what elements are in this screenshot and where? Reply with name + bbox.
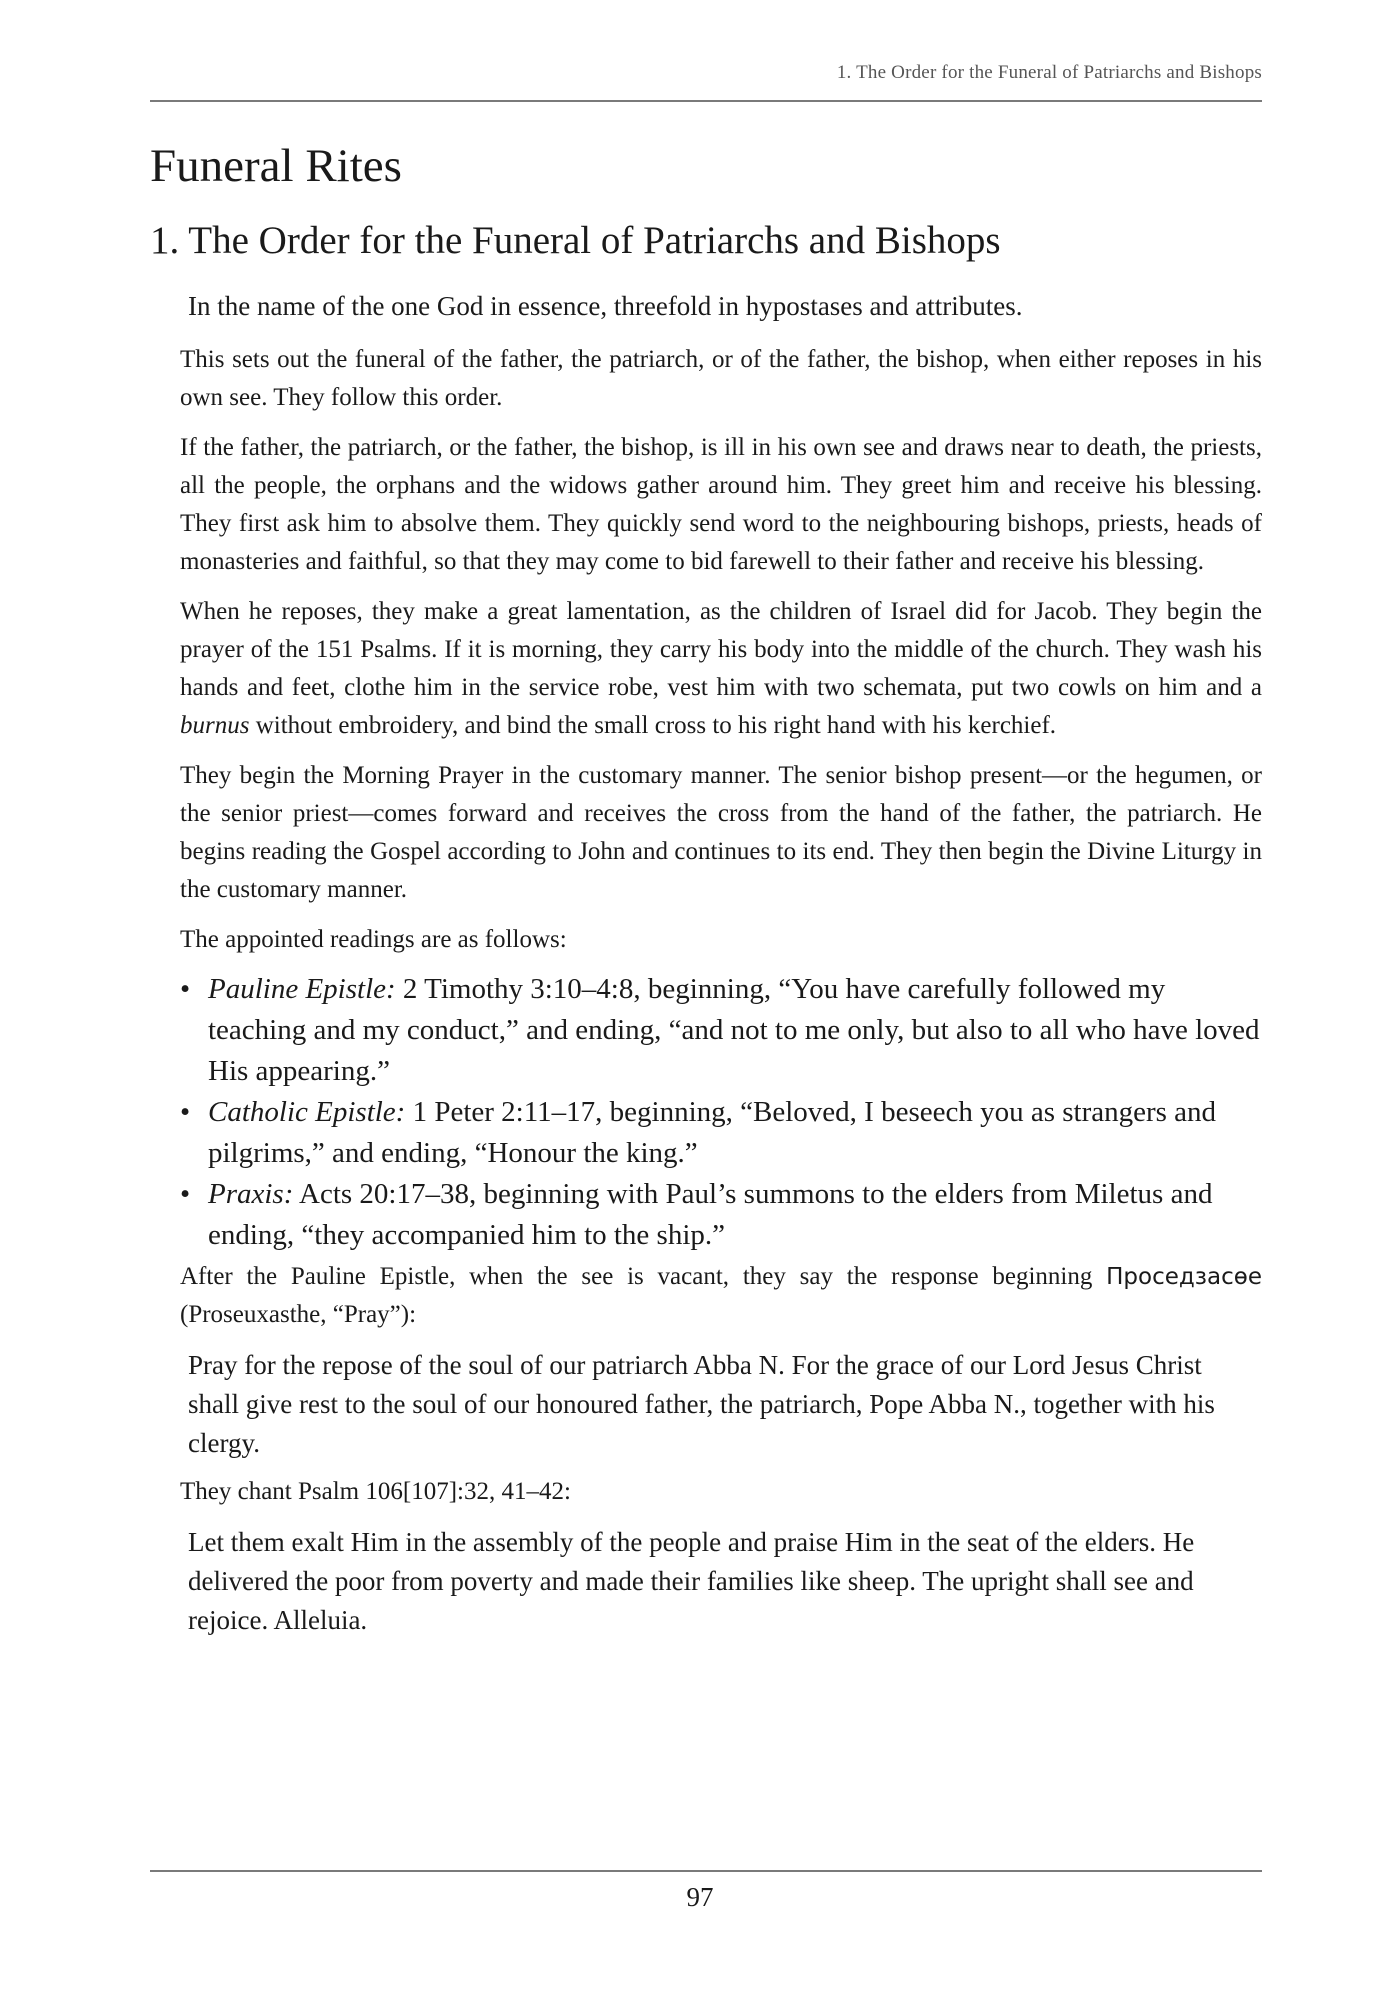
psalm-text: Let them exalt Him in the assembly of the people and praise Him in the seat of the elders. He delivered the poor from poverty and made their families like sheep. The upright shall see and rejoice. Alleluia. [188, 1527, 1195, 1636]
page-content [150, 130, 1262, 1640]
section-title: 1. The Order for the Funeral of Patriarchs and Bishops [150, 219, 1001, 263]
readings-list [150, 969, 1262, 1256]
running-header: 1. The Order for the Funeral of Patriarchs and Bishops [836, 62, 1262, 83]
rubric-paragraph-1: This sets out the funeral of the father, the patriarch, or of the father, the bishop, when either reposes in his own see. They follow this order. [180, 346, 1262, 412]
rubric-paragraph-2: If the father, the patriarch, or the father, the bishop, is ill in his own see and draws near to death, the priests, all the people, the orphans and the widows gather around him. They greet him and receive his blessing. They first ask him to absolve them. They quickly send word to the neighbouring bishops, priests, heads of monasteries and faithful, so that they may come to bid farewell to their father and receive his blessing. [180, 434, 1262, 576]
header-rule [150, 100, 1262, 102]
response-intro-text: After the Pauline Epistle, when the see is vacant, they say the response beginning [180, 1263, 1107, 1291]
rubric-paragraph-4: They begin the Morning Prayer in the customary manner. The senior bishop present—or the hegumen, or the senior priest—comes forward and receives the cross from the hand of the father, the patriarch. He begins reading the Gospel according to John and continues to its end. They then begin the Divine Liturgy in the customary manner. [180, 762, 1262, 904]
reading-item-catholic [150, 1092, 1262, 1174]
reading-item-praxis [150, 1174, 1262, 1256]
rubric-paragraph-3-part-2: without embroidery, and bind the small cross to his right hand with his kerchief. [249, 712, 1057, 740]
psalm-intro: They chant Psalm 106[107]:32, 41–42: [180, 1478, 571, 1506]
reading-item-pauline [150, 969, 1262, 1092]
rubric-paragraph-5: The appointed readings are as follows: [180, 926, 567, 954]
bullet-icon: • [180, 1096, 191, 1129]
reading-label: Pauline Epistle: [208, 973, 396, 1006]
reading-label: Catholic Epistle: [208, 1096, 406, 1129]
coptic-word: Проседзасөе [1106, 1264, 1262, 1291]
footer-rule [150, 1870, 1262, 1872]
response-intro-gloss: (Proseuxasthe, “Pray”): [180, 1301, 417, 1329]
page-number: 97 [686, 1882, 714, 1912]
chapter-title: Funeral Rites [150, 140, 402, 192]
bullet-icon: • [180, 1178, 191, 1211]
reading-text: Acts 20:17–38, beginning with Paul’s summons to the elders from Miletus and ending, “they accompanied him to the ship.” [208, 1178, 1213, 1252]
bullet-icon: • [180, 973, 191, 1006]
prayer-text: Pray for the repose of the soul of our patriarch Abba N. For the grace of our Lord Jesus Christ shall give rest to the soul of our honoured father, the patriarch, Pope Abba N., together with his clergy. [188, 1350, 1215, 1459]
rubric-paragraph-3 [150, 593, 1262, 745]
reading-text: 2 Timothy 3:10–4:8, beginning, “You have carefully followed my teaching and my conduct,” and ending, “and not to me only, but also to all who have loved His appearing.” [208, 973, 1260, 1088]
burnus-term: burnus [180, 712, 250, 740]
reading-label: Praxis: [208, 1178, 294, 1211]
response-intro [150, 1258, 1262, 1334]
rubric-paragraph-3-part-1: When he reposes, they make a great lamentation, as the children of Israel did for Jacob. They begin the prayer of the 151 Psalms. If it is morning, they carry his body into the middle of the church. They wash his hands and feet, clothe him in the service robe, vest him with two schemata, put two cowls on him and a [180, 598, 1262, 702]
invocation: In the name of the one God in essence, threefold in hypostases and attributes. [188, 291, 1023, 322]
reading-text: 1 Peter 2:11–17, beginning, “Beloved, I beseech you as strangers and pilgrims,” and ending, “Honour the king.” [208, 1096, 1217, 1170]
